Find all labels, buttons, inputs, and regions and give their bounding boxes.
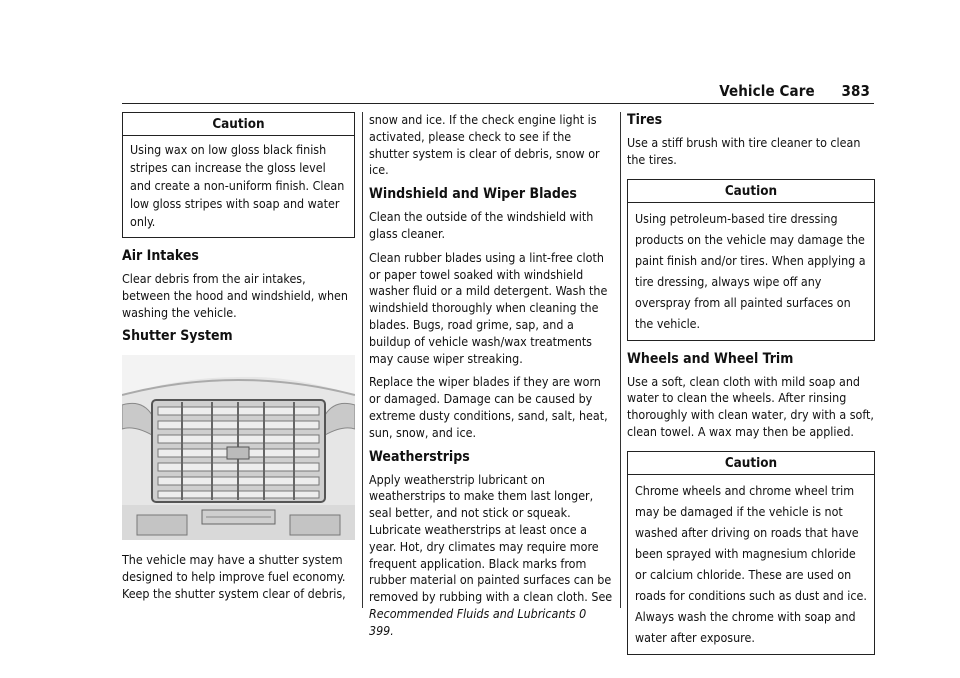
heading-shutter-system: Shutter System xyxy=(122,328,233,345)
column-1 xyxy=(122,112,355,610)
page-number: 383 xyxy=(841,82,870,100)
column-3 xyxy=(627,112,875,665)
windshield-text-1: Clean the outside of the windshield with glass cleaner. xyxy=(369,209,594,241)
caution-title: Caution xyxy=(628,452,874,475)
caution-body: Using wax on low gloss black finish stripes can increase the gloss level and create a non-uniform finish. Clean low gloss stripes with soap and water only. xyxy=(130,142,345,229)
tires-text: Use a stiff brush with tire cleaner to clean the tires. xyxy=(627,135,861,167)
wheels-text: Use a soft, clean cloth with mild soap and water to clean the wheels. After rinsing thoroughly with clean water, dry with a soft, clean towel. A wax may then be applied. xyxy=(627,373,874,439)
caution-box-tire-dressing xyxy=(627,179,875,341)
caution-box-chrome-wheels xyxy=(627,451,875,655)
caution-box-wax xyxy=(122,112,355,238)
shutter-system-text: The vehicle may have a shutter system designed to help improve fuel economy. Keep the shutter system clear of debris, xyxy=(122,552,346,601)
column-divider-1 xyxy=(362,112,363,608)
column-2 xyxy=(369,112,614,647)
weatherstrips-body: Apply weatherstrip lubricant on weatherstrips to make them last longer, seal better, and not stick or squeak. Lubricate weatherstrips at least once a year. Hot, dry climates may require more frequent application. Black marks from rubber material on painted surfaces can be removed by rubbing with a clean cloth. See xyxy=(369,471,613,605)
shutter-continued-text: snow and ice. If the check engine light is activated, please check to see if the shutter system is clear of debris, snow or ice. xyxy=(369,112,600,178)
heading-tires: Tires xyxy=(627,112,663,128)
heading-weatherstrips: Weatherstrips xyxy=(369,448,470,465)
caution-body: Using petroleum-based tire dressing products on the vehicle may damage the paint finish and/or tires. When applying a tire dressing, always wipe off any overspray from all painted surfaces on the vehicle. xyxy=(635,210,866,331)
caution-title: Caution xyxy=(123,113,354,136)
weatherstrips-text xyxy=(369,472,614,640)
page-header xyxy=(719,82,870,100)
windshield-text-2: Clean rubber blades using a lint-free cloth or paper towel soaked with windshield washer fluid or a mild detergent. Wash the windshield thoroughly when cleaning the blades. Bugs, road grime, sap, and a buildup of vehicle wash/wax treatments may cause wiper streaking. xyxy=(369,249,608,366)
section-title: Vehicle Care xyxy=(719,82,815,100)
heading-windshield: Windshield and Wiper Blades xyxy=(369,186,577,203)
heading-wheels: Wheels and Wheel Trim xyxy=(627,350,794,367)
page-reference[interactable]: 0 399. xyxy=(369,605,587,638)
air-intakes-text: Clear debris from the air intakes, between the hood and windshield, when washing the vehicle. xyxy=(122,271,348,320)
caution-body: Chrome wheels and chrome wheel trim may be damaged if the vehicle is not washed after driving on roads that have been sprayed with magnesium chloride or calcium chloride. These are used on roads for conditions such as dust and ice. Always wash the chrome with soap and water after exposure. xyxy=(635,482,867,645)
fluids-lubricants-link[interactable]: Recommended Fluids and Lubricants xyxy=(369,605,576,621)
column-divider-2 xyxy=(620,112,621,608)
caution-title: Caution xyxy=(628,180,874,203)
truck-grille-illustration xyxy=(122,355,355,540)
heading-air-intakes: Air Intakes xyxy=(122,248,199,264)
header-rule xyxy=(122,103,874,104)
windshield-text-3: Replace the wiper blades if they are worn or damaged. Damage can be caused by extreme dusty conditions, sand, salt, heat, sun, snow, and ice. xyxy=(369,374,608,440)
